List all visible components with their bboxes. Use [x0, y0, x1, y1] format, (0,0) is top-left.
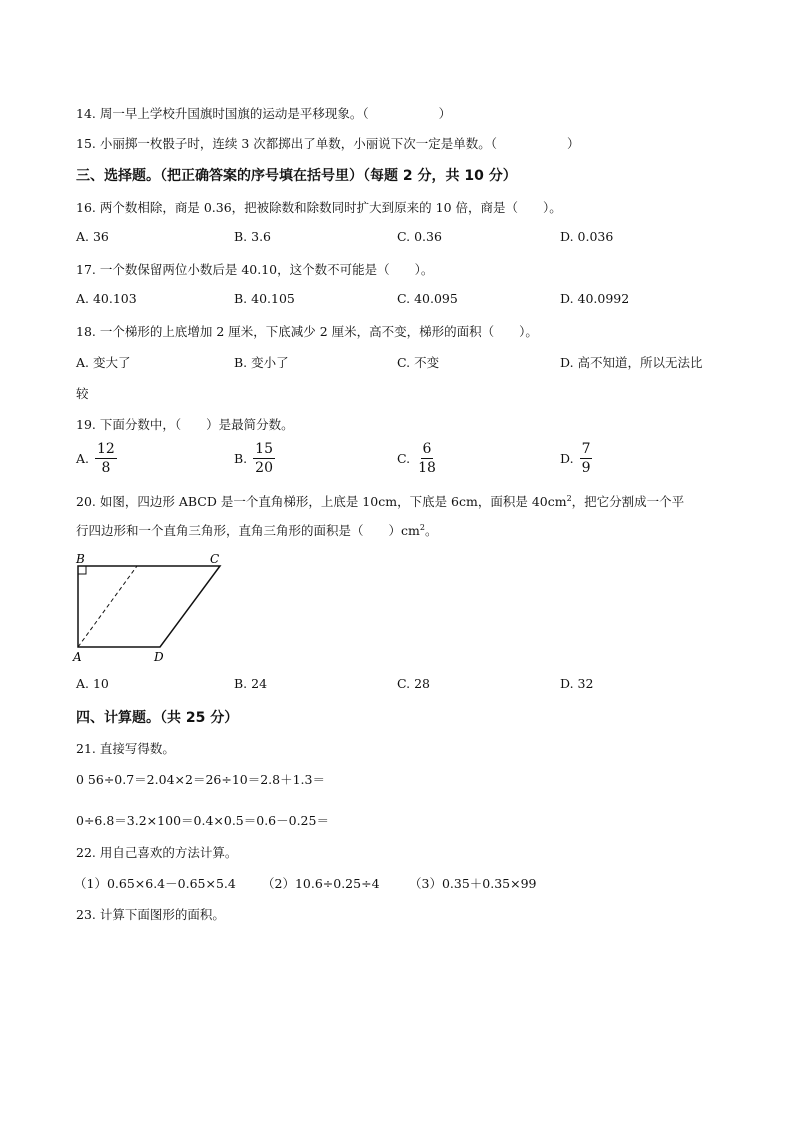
q19-option-c-label: C. [397, 451, 411, 466]
q19-option-a-fraction [95, 441, 117, 476]
q18-option-d-wrap: 较 [76, 386, 89, 401]
q22-item-1: （1）0.65×6.4－0.65×5.4 [74, 876, 236, 891]
q17-option-b: B. 40.105 [234, 291, 295, 306]
section-4-heading: 四、计算题。（共 25 分） [76, 710, 239, 726]
right-angle-mark [78, 566, 86, 574]
question-19-text: 19. 下面分数中，（ ）是最简分数。 [76, 417, 294, 432]
q19-option-d-label: D. [560, 451, 574, 466]
section-3-heading: 三、选择题。（把正确答案的序号填在括号里）（每题 2 分，共 10 分） [76, 168, 517, 184]
trapezoid-figure [70, 550, 230, 668]
dashed-cut-line [78, 566, 137, 647]
vertex-label-b: B [76, 552, 85, 566]
q20-line2-superscript: 2 [419, 522, 425, 532]
fraction-denominator: 9 [581, 460, 591, 476]
q18-option-c: C. 不变 [397, 355, 440, 370]
q16-option-a: A. 36 [76, 229, 109, 244]
question-22-text: 22. 用自己喜欢的方法计算。 [76, 845, 238, 860]
q18-option-b: B. 变小了 [234, 355, 289, 370]
fraction-denominator: 18 [418, 460, 436, 476]
q18-option-a: A. 变大了 [76, 355, 131, 370]
q19-option-a-label: A. [76, 451, 90, 466]
q20-option-b: B. 24 [234, 676, 268, 691]
q18-option-d: D. 高不知道，所以无法比 [560, 355, 703, 370]
question-16-text: 16. 两个数相除，商是 0.36，把被除数和除数同时扩大到原来的 10 倍，商是（ ）。 [76, 200, 562, 215]
q19-option-d-fraction [580, 441, 593, 476]
q19-option-b-label: B. [234, 451, 248, 466]
question-20-line2 [76, 521, 437, 539]
vertex-label-d: D [154, 650, 164, 664]
q20-option-a: A. 10 [76, 676, 109, 691]
q20-option-c: C. 28 [397, 676, 430, 691]
question-15-text: 15. 小丽掷一枚骰子时，连续 3 次都掷出了单数，小丽说下次一定是单数。（ [76, 136, 498, 151]
fraction-numerator: 12 [97, 441, 115, 457]
fraction-numerator: 15 [255, 441, 273, 457]
q19-option-a [76, 441, 117, 476]
trapezoid-outline [78, 566, 220, 647]
question-21-text: 21. 直接写得数。 [76, 741, 175, 756]
vertex-label-a: A [73, 650, 82, 664]
q17-option-a: A. 40.103 [76, 291, 137, 306]
q20-line2-text: 行四边形和一个直角三角形，直角三角形的面积是（ ）cm [76, 523, 420, 538]
question-14-close: ） [438, 106, 452, 121]
question-20-line1 [76, 492, 684, 510]
q16-option-d: D. 0.036 [560, 229, 614, 244]
q19-option-c [397, 441, 438, 476]
q20-line1-text-end: ，把它分割成一个平 [571, 494, 685, 509]
q19-option-b-fraction [253, 441, 275, 476]
question-18-text: 18. 一个梯形的上底增加 2 厘米，下底减少 2 厘米，高不变，梯形的面积（ ）。 [76, 324, 538, 339]
q22-item-3: （3）0.35＋0.35×99 [409, 876, 537, 891]
fraction-denominator: 20 [255, 460, 273, 476]
q21-row-2: 0÷6.8＝3.2×100＝0.4×0.5＝0.6－0.25＝ [76, 813, 329, 828]
q21-row-1: 0 56÷0.7＝2.04×2＝26÷10＝2.8＋1.3＝ [76, 772, 325, 787]
question-23-text: 23. 计算下面图形的面积。 [76, 907, 225, 922]
q19-option-d [560, 441, 592, 476]
question-14-text: 14. 周一早上学校升国旗时国旗的运动是平移现象。（ [76, 106, 369, 121]
q17-option-c: C. 40.095 [397, 291, 458, 306]
q17-option-d: D. 40.0992 [560, 291, 630, 306]
question-17-text: 17. 一个数保留两位小数后是 40.10，这个数不可能是（ ）。 [76, 262, 434, 277]
fraction-denominator: 8 [101, 460, 111, 476]
q20-line2-text-end: 。 [424, 523, 438, 538]
question-15-close: ） [566, 136, 580, 151]
q19-option-c-fraction [416, 441, 438, 476]
q20-line1-text: 20. 如图，四边形 ABCD 是一个直角梯形，上底是 10cm，下底是 6cm，面积是 40cm [76, 494, 567, 509]
vertex-label-c: C [210, 552, 220, 566]
q20-option-d: D. 32 [560, 676, 594, 691]
question-14 [76, 104, 451, 122]
q22-item-2: （2）10.6÷0.25÷4 [262, 876, 380, 891]
q20-line1-superscript: 2 [566, 493, 572, 503]
question-15 [76, 134, 580, 152]
q16-option-c: C. 0.36 [397, 229, 442, 244]
fraction-numerator: 7 [581, 441, 591, 457]
fraction-numerator: 6 [422, 441, 432, 457]
q19-option-b [234, 441, 275, 476]
q16-option-b: B. 3.6 [234, 229, 272, 244]
